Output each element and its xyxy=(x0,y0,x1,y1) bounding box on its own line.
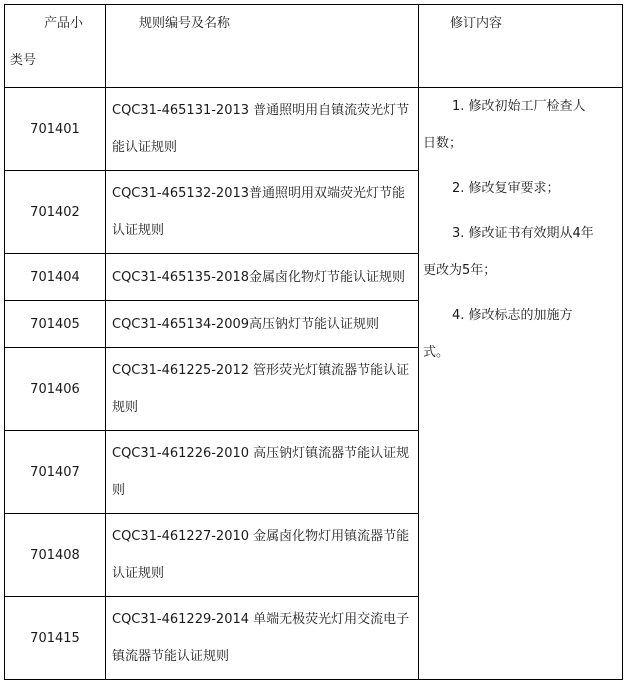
revision-item-1: 1. 修改初始工厂检查人 xyxy=(452,99,586,114)
product-code: 701404 xyxy=(5,254,106,301)
product-code: 701415 xyxy=(5,597,106,680)
rule-name xyxy=(106,88,419,171)
header-revision: 修订内容 xyxy=(419,5,623,88)
rule-name xyxy=(106,254,419,301)
revision-item-3: 3. 修改证书有效期从4年 xyxy=(452,226,594,241)
product-code: 701405 xyxy=(5,301,106,348)
rules-table xyxy=(4,4,623,680)
revision-item-4-cont: 式。 xyxy=(423,345,450,360)
product-code: 701406 xyxy=(5,348,106,431)
rule-name-line2: 规则 xyxy=(112,400,139,415)
rule-name xyxy=(106,514,419,597)
rule-name-line2: 镇流器节能认证规则 xyxy=(112,649,230,664)
header-category xyxy=(5,5,106,88)
revision-item-3-cont: 更改为5年； xyxy=(423,263,497,278)
rule-name-line1: CQC31-461227-2010 金属卤化物灯用镇流器节能 xyxy=(112,529,410,544)
header-rule: 规则编号及名称 xyxy=(106,5,419,88)
rule-name xyxy=(106,431,419,514)
rule-name xyxy=(106,348,419,431)
revision-item-4: 4. 修改标志的加施方 xyxy=(452,308,573,323)
rule-name-line1: CQC31-465131-2013 普通照明用自镇流荧光灯节 xyxy=(112,103,410,118)
rule-name xyxy=(106,301,419,348)
rule-name xyxy=(106,597,419,680)
revision-item-1-cont: 日数； xyxy=(423,136,463,151)
rule-name-line2: 能认证规则 xyxy=(112,140,178,155)
header-category-line1: 产品小 xyxy=(44,16,84,31)
rule-name-line1: CQC31-461226-2010 高压钠灯镇流器节能认证规 xyxy=(112,446,410,461)
rule-name-line1: CQC31-461229-2014 单端无极荧光灯用交流电子 xyxy=(112,612,410,627)
rule-name-line1: CQC31-461225-2012 管形荧光灯镇流器节能认证 xyxy=(112,363,410,378)
revision-content xyxy=(419,88,623,680)
product-code: 701408 xyxy=(5,514,106,597)
product-code: 701407 xyxy=(5,431,106,514)
rule-name-line2: 认证规则 xyxy=(112,223,165,238)
rule-name-line2: 则 xyxy=(112,483,126,498)
rule-name-line2: 认证规则 xyxy=(112,566,165,581)
rule-name-line1: CQC31-465135-2018金属卤化物灯节能认证规则 xyxy=(112,269,406,285)
rule-name-line1: CQC31-465134-2009高压钠灯节能认证规则 xyxy=(112,316,380,332)
rule-name-line1: CQC31-465132-2013普通照明用双端荧光灯节能 xyxy=(112,186,406,201)
header-row xyxy=(5,5,623,88)
header-category-line2: 类号 xyxy=(10,53,37,68)
product-code: 701401 xyxy=(5,88,106,171)
rule-name xyxy=(106,171,419,254)
revision-item-2: 2. 修改复审要求； xyxy=(452,181,560,196)
product-code: 701402 xyxy=(5,171,106,254)
table-row xyxy=(5,88,623,171)
